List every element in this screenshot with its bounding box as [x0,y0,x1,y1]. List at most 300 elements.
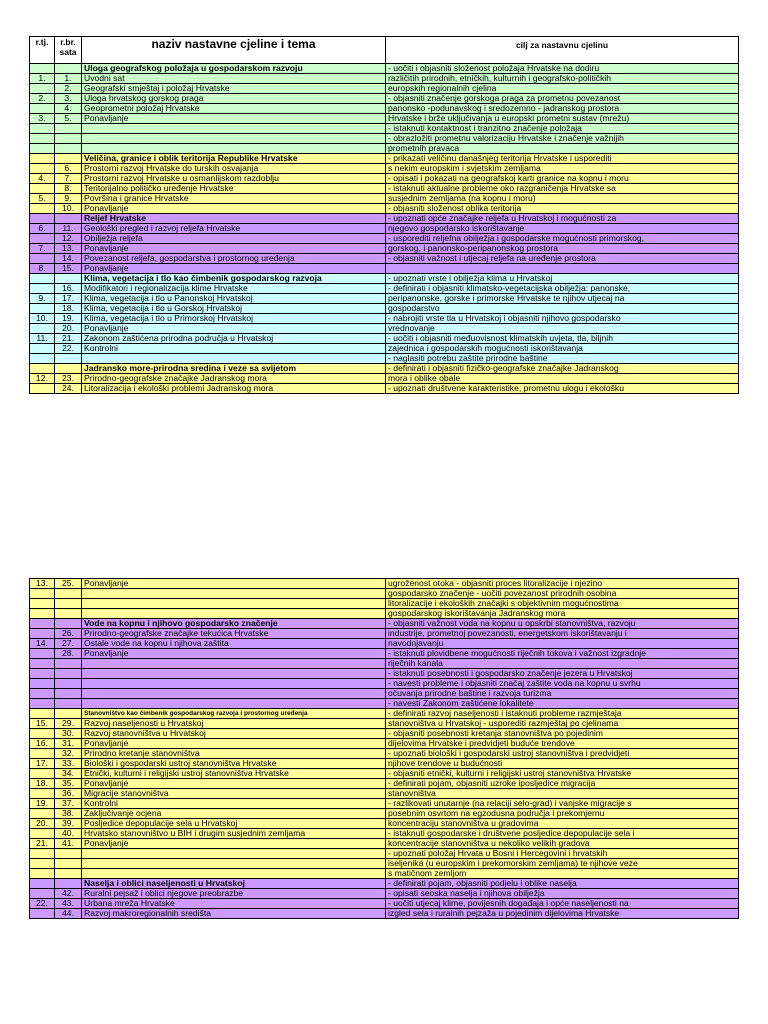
row-rtj-cell: 8. [30,264,55,274]
row-goal-cell: - upoznati vrste i obilježja klima u Hrvatskoj [386,274,739,284]
row-topic-cell: Uloga hrvatskog gorskog praga [82,94,386,104]
row-topic-cell [82,849,386,859]
row-rbr-cell [55,274,82,284]
row-rbr-cell: 3. [55,94,82,104]
row-rbr-cell [55,859,82,869]
row-topic-cell: Ponavljanje [82,579,386,589]
row-rtj-cell: 1. [30,74,55,84]
table-row [30,729,739,739]
row-topic-cell: Kontrolni [82,799,386,809]
row-rbr-cell: 43. [55,899,82,909]
row-rtj-cell [30,144,55,154]
table-row [30,819,739,829]
row-rtj-cell [30,669,55,679]
row-topic-cell: Stanovništvo kao čimbenik gospodarskog razvoja i prostornog uređenja [82,709,386,719]
row-rbr-cell [55,869,82,879]
table-row [30,609,739,619]
table-row [30,659,739,669]
row-topic-cell: Povezanost reljefa, gospodarstva i prostornog uređenja [82,254,386,264]
row-goal-cell: industrije, prometnoj povezanosti, energetskom iskorištavanju i [386,629,739,639]
table-row [30,579,739,589]
row-topic-cell: Prirodno-geografske značajke tekućica Hrvatske [82,629,386,639]
row-rtj-cell: 5. [30,194,55,204]
row-rbr-cell [55,154,82,164]
row-goal-cell: - navesti Zakonom zaštićene lokalitete [386,699,739,709]
table-row [30,244,739,254]
table-row [30,909,739,919]
table-row [30,899,739,909]
row-topic-cell: Klima, vegetacija i tlo kao čimbenik gospodarskog razvoja [82,274,386,284]
row-rbr-cell: 35. [55,779,82,789]
row-topic-cell: Veličina, granice i oblik teritorija Republike Hrvatske [82,154,386,164]
row-goal-cell: - definirati razvoj naseljenosti i istaknuti probleme razmještaja [386,709,739,719]
row-goal-cell: - opisati i pokazati na geografskoj karti granice na kopnu i moru [386,174,739,184]
row-rbr-cell: 20. [55,324,82,334]
row-topic-cell: Migracije stanovništva [82,789,386,799]
row-goal-cell: stanovništva u Hrvatskoj - usporediti razmještaj po cjelinama [386,719,739,729]
table-body-page-2 [30,579,739,919]
row-rtj-cell [30,344,55,354]
table-row [30,669,739,679]
row-goal-cell: - obrazložiti prometnu valorizaciju Hrvatske i značenje važnijih [386,134,739,144]
table-row [30,689,739,699]
row-rbr-cell: 28. [55,649,82,659]
row-rbr-cell: 7. [55,174,82,184]
row-goal-cell [386,264,739,274]
table-row [30,649,739,659]
row-rbr-cell: 18. [55,304,82,314]
row-rtj-cell: 3. [30,114,55,124]
row-rbr-cell: 21. [55,334,82,344]
table-row [30,304,739,314]
row-topic-cell [82,679,386,689]
header-name: naziv nastavne cjeline i tema [82,37,386,64]
table-row [30,779,739,789]
row-rtj-cell [30,769,55,779]
row-topic-cell: Teritorijalno političko uređenje Hrvatske [82,184,386,194]
row-rbr-cell [55,619,82,629]
row-goal-cell: - objasniti značenje gorskoga praga za prometnu povezanost [386,94,739,104]
row-rtj-cell [30,679,55,689]
row-goal-cell: mora i oblike obale [386,374,739,384]
row-topic-cell [82,689,386,699]
table-row [30,769,739,779]
row-rtj-cell [30,659,55,669]
row-goal-cell: - upoznati biološki i gospodarski ustroj stanovništva i predvidjeti [386,749,739,759]
row-goal-cell: - navesti probleme i objasniti značaj zaštite voda na kopnu u svrhu [386,679,739,689]
row-rtj-cell [30,154,55,164]
row-goal-cell: susjednim zemljama (na kopnu i moru) [386,194,739,204]
row-goal-cell: - definirati i objasniti klimatsko-vegetacijska obilježja: panonske, [386,284,739,294]
table-row [30,719,739,729]
table-header-row [30,37,739,64]
table-row [30,789,739,799]
row-goal-cell: - upoznati položaj Hrvata u Bosni i Hercegovini i hrvatskih [386,849,739,859]
row-topic-cell: Razvoj makroregionalnih središta [82,909,386,919]
row-rbr-cell: 10. [55,204,82,214]
row-rbr-cell: 31. [55,739,82,749]
row-topic-cell: Ponavljanje [82,649,386,659]
row-topic-cell: Ponavljanje [82,779,386,789]
row-topic-cell: Hrvatsko stanovništvo u BIH i drugim susjednim zemljama [82,829,386,839]
row-goal-cell: zajednica i gospodarskih mogućnosti iskorištavanja [386,344,739,354]
row-rbr-cell: 36. [55,789,82,799]
row-rbr-cell [55,134,82,144]
row-rtj-cell [30,709,55,719]
row-rtj-cell [30,204,55,214]
row-topic-cell [82,869,386,879]
row-rtj-cell: 18. [30,779,55,789]
row-topic-cell [82,589,386,599]
row-goal-cell: gospodarstvo [386,304,739,314]
row-topic-cell: Klima, vegetacija i tlo u Panonskoj Hrvatskoj [82,294,386,304]
row-topic-cell: Urbana mreža Hrvatske [82,899,386,909]
row-rbr-cell: 42. [55,889,82,899]
row-rbr-cell: 1. [55,74,82,84]
row-goal-cell: - definirati i objasniti fizičko-geografske značajke Jadranskog [386,364,739,374]
row-goal-cell: - definirati pojam, objasniti podjelu i oblike naselja [386,879,739,889]
table-body-page-1 [30,64,739,394]
row-rbr-cell: 24. [55,384,82,394]
row-rbr-cell: 14. [55,254,82,264]
row-rtj-cell: 17. [30,759,55,769]
row-rbr-cell [55,144,82,154]
row-rtj-cell [30,304,55,314]
row-rbr-cell: 22. [55,344,82,354]
row-rtj-cell: 19. [30,799,55,809]
table-row [30,354,739,364]
row-goal-cell: dijelovima Hrvatske i predvidjeti buduće trendove [386,739,739,749]
row-topic-cell: Etnički, kulturni i religijski ustroj stanovništva Hrvatske [82,769,386,779]
row-rbr-cell: 5. [55,114,82,124]
row-goal-cell: - objasniti složenost oblika teritorija [386,204,739,214]
row-goal-cell: - objasniti posebnosti kretanja stanovništva po pojedinim [386,729,739,739]
row-rtj-cell [30,809,55,819]
row-rtj-cell: 10. [30,314,55,324]
table-row [30,829,739,839]
header-rbr: r.br. sata [55,37,82,64]
row-rbr-cell [55,599,82,609]
row-topic-cell [82,699,386,709]
row-topic-cell: Uloga geografskog položaja u gospodarskom razvoju [82,64,386,74]
row-rtj-cell [30,284,55,294]
row-topic-cell: Prostorni razvoj Hrvatske do turskih osvajanja [82,164,386,174]
row-topic-cell [82,599,386,609]
row-rbr-cell [55,214,82,224]
table-row [30,699,739,709]
row-goal-cell: očuvanja prirodne baštine i razvoja turizma [386,689,739,699]
row-topic-cell: Reljef Hrvatske [82,214,386,224]
table-row [30,749,739,759]
table-row [30,869,739,879]
row-rtj-cell [30,619,55,629]
table-row [30,619,739,629]
row-rtj-cell [30,364,55,374]
row-goal-cell: iseljenika (u europskim i prekomorskim zemljama) te njihove veze [386,859,739,869]
table-row [30,194,739,204]
row-topic-cell: Ponavljanje [82,264,386,274]
row-topic-cell [82,859,386,869]
row-rtj-cell [30,609,55,619]
table-row [30,384,739,394]
table-row [30,184,739,194]
row-rtj-cell [30,254,55,264]
table-row [30,114,739,124]
row-topic-cell: Geološki pregled i razvoj reljefa Hrvatske [82,224,386,234]
row-goal-cell: Hrvatske i brže uključivanja u europski prometni sustav (mrežu) [386,114,739,124]
row-goal-cell: - definirati pojam, objasniti uzroke iposljedice migracija [386,779,739,789]
row-topic-cell [82,669,386,679]
row-goal-cell: - objasniti važnost i utjecaj reljefa na uređenje prostora [386,254,739,264]
table-row [30,84,739,94]
row-topic-cell: Zaključivanje ocjena [82,809,386,819]
row-rtj-cell [30,64,55,74]
row-rtj-cell: 6. [30,224,55,234]
row-rbr-cell: 17. [55,294,82,304]
table-row [30,74,739,84]
table-row [30,344,739,354]
row-rbr-cell [55,124,82,134]
row-goal-cell: - uočiti i objasniti međuovisnost klimatskih uvjeta, tla, biljnih [386,334,739,344]
row-rtj-cell: 16. [30,739,55,749]
row-topic-cell: Jadransko more-prirodna sredina i veze sa svijetom [82,364,386,374]
row-topic-cell: Kontrolni [82,344,386,354]
row-rbr-cell: 32. [55,749,82,759]
row-rbr-cell: 29. [55,719,82,729]
row-rtj-cell [30,354,55,364]
row-rtj-cell [30,324,55,334]
row-rbr-cell: 11. [55,224,82,234]
row-rbr-cell: 2. [55,84,82,94]
row-rbr-cell: 9. [55,194,82,204]
row-goal-cell: izgled sela i ruralnih pejzaža u pojedinim dijelovima Hrvatske [386,909,739,919]
row-topic-cell: Ostale vode na kopnu i njihova zaštita [82,639,386,649]
row-rbr-cell: 15. [55,264,82,274]
row-goal-cell: s nekim europskim i svjetskim zemljama [386,164,739,174]
row-topic-cell: Geografski smještaj i položaj Hrvatske [82,84,386,94]
table-row [30,234,739,244]
row-goal-cell: - prikazati veličinu današnjeg teritorija Hrvatske i usporediti [386,154,739,164]
row-topic-cell [82,609,386,619]
row-rtj-cell: 9. [30,294,55,304]
table-row [30,264,739,274]
row-topic-cell [82,124,386,134]
table-row [30,839,739,849]
row-goal-cell: koncentracije stanovništva u nekoliko velikih gradova [386,839,739,849]
row-topic-cell: Klima, vegetacija i tlo u Primorskoj Hrvatskoj [82,314,386,324]
row-topic-cell: Uvodni sat [82,74,386,84]
row-rtj-cell [30,829,55,839]
row-topic-cell: Ponavljanje [82,839,386,849]
row-rtj-cell [30,699,55,709]
table-row [30,374,739,384]
row-topic-cell: Prostorni razvoj Hrvatske u osmanlijskom razdoblju [82,174,386,184]
table-row [30,334,739,344]
row-goal-cell: - usporediti reljefna obilježja i gospodarske mogućnosti primorskog, [386,234,739,244]
row-goal-cell: litoralizacije i ekoloških značajki s objektivnim mogućnostima [386,599,739,609]
table-row [30,589,739,599]
row-goal-cell: gorskog, i panonsko-peripanonskog prostora [386,244,739,254]
row-rbr-cell: 34. [55,769,82,779]
plan-table-page-1 [29,36,739,394]
row-topic-cell: Razvoj naseljenosti u Hrvatskoj [82,719,386,729]
row-rbr-cell [55,709,82,719]
row-goal-cell: - istaknuti kontaktnost i tranzitno značenje položaja [386,124,739,134]
row-rbr-cell [55,659,82,669]
row-topic-cell: Geoprometni položaj Hrvatske [82,104,386,114]
row-rbr-cell: 23. [55,374,82,384]
row-rtj-cell [30,589,55,599]
row-goal-cell: ugroženost otoka - objasniti proces litoralizacije i njezino [386,579,739,589]
table-row [30,679,739,689]
table-row [30,284,739,294]
row-rtj-cell [30,879,55,889]
row-topic-cell: Modifikatori i regionalizacija klime Hrvatske [82,284,386,294]
row-rtj-cell [30,234,55,244]
table-row [30,599,739,609]
table-row [30,274,739,284]
row-rtj-cell [30,909,55,919]
row-rbr-cell: 25. [55,579,82,589]
row-goal-cell: - istaknuti posebnosti i gospodarsko značenje jezera u Hrvatskoj [386,669,739,679]
row-rtj-cell [30,104,55,114]
row-rbr-cell: 27. [55,639,82,649]
row-goal-cell: prometnih pravaca [386,144,739,154]
row-rtj-cell [30,889,55,899]
row-goal-cell: - opisati seoska naselja i njihova obilježja [386,889,739,899]
row-rtj-cell [30,689,55,699]
row-rtj-cell [30,849,55,859]
row-rbr-cell [55,364,82,374]
row-goal-cell: - uočiti utjecaj klime, povijesnih događaja i opće naseljenosti na [386,899,739,909]
row-rbr-cell: 26. [55,629,82,639]
row-goal-cell: panonsko -podunavskog i sredozemno - jadranskog prostora [386,104,739,114]
plan-table-page-2 [29,578,739,919]
row-goal-cell: različitih prirodnih, etničkih, kulturnih i geografsko-političkih [386,74,739,84]
row-topic-cell [82,354,386,364]
table-row [30,254,739,264]
row-rbr-cell: 16. [55,284,82,294]
row-rtj-cell [30,869,55,879]
row-goal-cell: - istaknuti gospodarske i društvene posljedice depopulacije sela i [386,829,739,839]
row-rbr-cell: 33. [55,759,82,769]
row-goal-cell: - objasniti etnički, kulturni i religijski ustroj stanovništva Hrvatske [386,769,739,779]
table-row [30,224,739,234]
row-rtj-cell: 4. [30,174,55,184]
row-goal-cell: - istaknuti plovidbene mogućnosti riječnih tokova i važnost izgradnje [386,649,739,659]
row-topic-cell: Prirodno kretanje stanovništva [82,749,386,759]
row-rbr-cell: 12. [55,234,82,244]
row-rbr-cell: 39. [55,819,82,829]
row-rbr-cell [55,669,82,679]
row-goal-cell: gospodarsko značenje - uočiti povezanost prirodnih osobina [386,589,739,599]
row-rtj-cell: 20. [30,819,55,829]
row-goal-cell: njegovo gospodarsko iskorištavanje [386,224,739,234]
row-rtj-cell: 11. [30,334,55,344]
row-topic-cell: Razvoj stanovništva u Hrvatskoj [82,729,386,739]
table-row [30,64,739,74]
table-row [30,639,739,649]
row-rtj-cell [30,789,55,799]
row-rbr-cell [55,354,82,364]
row-rtj-cell: 15. [30,719,55,729]
row-topic-cell: Ruralni pejsaž i oblici njegove preobrazbe [82,889,386,899]
row-rbr-cell [55,679,82,689]
table-row [30,164,739,174]
row-goal-cell: europskih regionalnih cjelina [386,84,739,94]
row-topic-cell [82,144,386,154]
row-topic-cell: Zakonom zaštićena prirodna područja u Hrvatskoj [82,334,386,344]
table-row [30,174,739,184]
row-rbr-cell: 40. [55,829,82,839]
row-rtj-cell: 13. [30,579,55,589]
row-goal-cell: - upoznati društvene karakteristike, prometnu ulogu i ekološku [386,384,739,394]
table-row [30,739,739,749]
row-rtj-cell [30,274,55,284]
row-rtj-cell: 7. [30,244,55,254]
row-rtj-cell [30,649,55,659]
row-goal-cell: - naglasiti potrebu zaštite prirodne baštine [386,354,739,364]
table-row [30,94,739,104]
row-topic-cell [82,134,386,144]
table-row [30,144,739,154]
row-topic-cell: Litoralizacija i ekološki problemi Jadranskog mora [82,384,386,394]
row-goal-cell: - nabrojiti vrste tla u Hrvatskoj i objasniti njihovo gospodarsko [386,314,739,324]
row-rbr-cell: 37. [55,799,82,809]
row-topic-cell: Klima, vegetacija i tlo u Gorskoj Hrvatskoj [82,304,386,314]
row-rtj-cell [30,599,55,609]
row-rtj-cell: 21. [30,839,55,849]
row-rtj-cell: 14. [30,639,55,649]
table-row [30,154,739,164]
row-rbr-cell: 6. [55,164,82,174]
row-topic-cell: Vode na kopnu i njihovo gospodarsko značenje [82,619,386,629]
table-row [30,849,739,859]
table-row [30,294,739,304]
row-rtj-cell [30,629,55,639]
table-row [30,314,739,324]
table-row [30,809,739,819]
row-rtj-cell [30,124,55,134]
table-row [30,709,739,719]
table-row [30,134,739,144]
table-row [30,859,739,869]
table-row [30,324,739,334]
row-rtj-cell [30,134,55,144]
row-topic-cell: Površina i granice Hrvatske [82,194,386,204]
row-rtj-cell [30,749,55,759]
row-goal-cell: - uočiti i objasniti složenost položaja Hrvatske na dodiru [386,64,739,74]
row-rbr-cell [55,849,82,859]
row-rtj-cell [30,859,55,869]
row-topic-cell: Ponavljanje [82,114,386,124]
row-goal-cell: s matičnom zemljom [386,869,739,879]
row-goal-cell: stanovništva [386,789,739,799]
row-rtj-cell: 22. [30,899,55,909]
row-goal-cell: posebnim osvrtom na egzodusna područja i prekomjernu [386,809,739,819]
row-topic-cell: Prirodno-geografske značajke Jadranskog mora [82,374,386,384]
row-goal-cell: navodnjavanju [386,639,739,649]
row-rbr-cell: 41. [55,839,82,849]
row-goal-cell: - upoznati opće značajke reljefa u Hrvatskoj i mogućnosti za [386,214,739,224]
header-rtj: r.tj. [30,37,55,64]
row-rtj-cell [30,729,55,739]
row-goal-cell: vrednovanje [386,324,739,334]
row-goal-cell: - istaknuti aktualne probleme oko razgraničenja Hrvatske sa [386,184,739,194]
table-row [30,799,739,809]
header-goal: cilj za nastavnu cjelinu [386,37,739,64]
row-topic-cell: Biološki i gospodarski ustroj stanovništva Hrvatske [82,759,386,769]
